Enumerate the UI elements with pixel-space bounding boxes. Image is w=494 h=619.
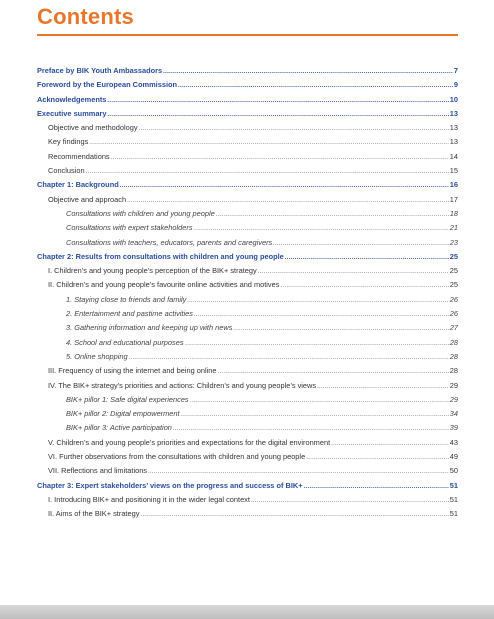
toc-entry-title: 4. School and educational purposes <box>66 337 184 347</box>
toc-entry-page: 14 <box>449 151 458 161</box>
toc-entry-title: BIK+ pillor 1: Safe digital experiences <box>66 394 189 404</box>
toc-entry[interactable] <box>37 450 458 464</box>
toc-entry[interactable] <box>37 107 458 121</box>
dot-leader <box>280 278 448 293</box>
dot-leader <box>139 121 449 136</box>
toc-entry-page: 43 <box>449 437 458 447</box>
toc-entry-page: 25 <box>449 251 458 261</box>
toc-entry-page: 10 <box>449 94 458 104</box>
dot-leader <box>107 107 448 122</box>
toc-entry-title: III. Frequency of using the internet and being online <box>48 366 217 376</box>
toc-entry[interactable] <box>37 178 458 192</box>
toc-entry-page: 51 <box>449 494 458 504</box>
dot-leader <box>107 93 448 108</box>
toc-entry-title: Key findings <box>48 137 89 147</box>
toc-entry-title: Consultations with expert stakeholders <box>66 223 193 233</box>
toc-entry-title: 1. Staying close to friends and family <box>66 294 187 304</box>
dot-leader <box>187 293 448 308</box>
toc-entry-title: II. Aims of the BIK+ strategy <box>48 509 140 519</box>
toc-entry-page: 29 <box>449 380 458 390</box>
toc-entry-title: 3. Gathering information and keeping up with news <box>66 323 233 333</box>
toc-entry-page: 25 <box>449 280 458 290</box>
toc-entry-page: 28 <box>449 351 458 361</box>
title-divider <box>37 34 458 36</box>
dot-leader <box>190 393 449 408</box>
toc-entry-page: 39 <box>449 423 458 433</box>
toc-entry[interactable] <box>37 407 458 421</box>
toc-entry-page: 25 <box>449 266 458 276</box>
toc-entry-page: 15 <box>449 166 458 176</box>
toc-entry-page: 27 <box>449 323 458 333</box>
toc-entry-page: 49 <box>449 452 458 462</box>
toc-entry[interactable] <box>37 336 458 350</box>
toc-entry[interactable] <box>37 236 458 250</box>
toc-entry[interactable] <box>37 164 458 178</box>
toc-entry[interactable] <box>37 93 458 107</box>
dot-leader <box>148 464 449 479</box>
toc-entry-page: 13 <box>449 123 458 133</box>
toc-entry[interactable] <box>37 379 458 393</box>
toc-entry-page: 34 <box>449 409 458 419</box>
toc-entry[interactable] <box>37 150 458 164</box>
dot-leader <box>285 250 449 265</box>
toc-entry-page: 26 <box>449 294 458 304</box>
table-of-contents <box>37 64 458 522</box>
page-gap <box>0 605 494 619</box>
toc-entry-title: Objective and methodology <box>48 123 138 133</box>
dot-leader <box>317 379 449 394</box>
dot-leader <box>306 450 449 465</box>
toc-entry[interactable] <box>37 321 458 335</box>
dot-leader <box>194 307 449 322</box>
toc-entry[interactable] <box>37 121 458 135</box>
dot-leader <box>86 164 449 179</box>
dot-leader <box>331 436 449 451</box>
toc-entry-title: Foreword by the European Commission <box>37 80 178 90</box>
toc-entry[interactable] <box>37 250 458 264</box>
dot-leader <box>129 350 449 365</box>
toc-entry-title: I. Introducing BIK+ and positioning it in the wider legal context <box>48 494 250 504</box>
dot-leader <box>127 193 449 208</box>
dot-leader <box>163 64 453 79</box>
toc-entry-title: Chapter 3: Expert stakeholders’ views on the progress and success of BIK+ <box>37 480 303 490</box>
toc-entry-page: 16 <box>449 180 458 190</box>
dot-leader <box>120 178 449 193</box>
toc-entry[interactable] <box>37 78 458 92</box>
toc-entry-title: Objective and approach <box>48 194 127 204</box>
toc-entry-page: 17 <box>449 194 458 204</box>
toc-entry[interactable] <box>37 464 458 478</box>
toc-entry-page: 50 <box>449 466 458 476</box>
toc-entry-title: Consultations with teachers, educators, parents and caregivers <box>66 237 273 247</box>
toc-entry[interactable] <box>37 278 458 292</box>
toc-entry[interactable] <box>37 393 458 407</box>
dot-leader <box>89 135 449 150</box>
toc-entry[interactable] <box>37 364 458 378</box>
toc-entry-page: 9 <box>453 80 458 90</box>
toc-entry[interactable] <box>37 350 458 364</box>
dot-leader <box>173 421 449 436</box>
toc-entry-page: 51 <box>449 480 458 490</box>
toc-entry-title: IV. The BIK+ strategy’s priorities and actions: Children’s and young people’s views <box>48 380 317 390</box>
dot-leader <box>273 236 449 251</box>
toc-entry-page: 28 <box>449 366 458 376</box>
dot-leader <box>233 321 448 336</box>
toc-entry[interactable] <box>37 193 458 207</box>
toc-entry[interactable] <box>37 293 458 307</box>
toc-entry-title: Conclusion <box>48 166 85 176</box>
dot-leader <box>178 78 453 93</box>
toc-entry-page: 23 <box>449 237 458 247</box>
toc-entry-title: Acknowledgements <box>37 94 107 104</box>
toc-entry[interactable] <box>37 493 458 507</box>
toc-entry-title: BIK+ pillor 2: Digital empowerment <box>66 409 180 419</box>
dot-leader <box>181 407 449 422</box>
toc-entry[interactable] <box>37 479 458 493</box>
toc-entry-title: VI. Further observations from the consultations with children and young people <box>48 452 306 462</box>
toc-entry-page: 26 <box>449 309 458 319</box>
dot-leader <box>217 364 448 379</box>
toc-entry-title: I. Children’s and young people’s perception of the BIK+ strategy <box>48 266 257 276</box>
dot-leader <box>140 507 448 522</box>
toc-entry[interactable] <box>37 221 458 235</box>
dot-leader <box>194 221 449 236</box>
toc-entry-title: Executive summary <box>37 108 107 118</box>
toc-entry-title: 5. Online shopping <box>66 351 128 361</box>
toc-entry-page: 7 <box>453 66 458 75</box>
toc-entry[interactable] <box>37 507 458 521</box>
toc-entry-page: 28 <box>449 337 458 347</box>
toc-entry-page: 29 <box>449 394 458 404</box>
dot-leader <box>185 336 449 351</box>
toc-entry-title: II. Children’s and young people’s favourite online activities and motives <box>48 280 280 290</box>
toc-entry[interactable] <box>37 307 458 321</box>
toc-entry-title: Preface by BIK Youth Ambassadors <box>37 66 163 75</box>
toc-entry-title: Chapter 2: Results from consultations with children and young people <box>37 251 284 261</box>
toc-entry[interactable] <box>37 64 458 78</box>
toc-entry-title: Chapter 1: Background <box>37 180 119 190</box>
toc-entry[interactable] <box>37 421 458 435</box>
toc-entry-page: 18 <box>449 208 458 218</box>
dot-leader <box>111 150 449 165</box>
dot-leader <box>258 264 449 279</box>
toc-entry[interactable] <box>37 207 458 221</box>
toc-entry-page: 21 <box>449 223 458 233</box>
toc-entry-title: Recommendations <box>48 151 110 161</box>
toc-entry-page: 51 <box>449 509 458 519</box>
toc-entry-title: V. Children’s and young people’s priorities and expectations for the digital environment <box>48 437 331 447</box>
toc-entry-title: BIK+ pillor 3: Active participation <box>66 423 172 433</box>
toc-entry[interactable] <box>37 135 458 149</box>
page-title: Contents <box>37 4 134 29</box>
toc-entry[interactable] <box>37 264 458 278</box>
toc-entry-title: VII. Reflections and limitations <box>48 466 147 476</box>
toc-entry-title: Consultations with children and young people <box>66 208 215 218</box>
toc-entry-page: 13 <box>449 108 458 118</box>
toc-entry-title: 2. Entertainment and pastime activities <box>66 309 193 319</box>
dot-leader <box>304 479 449 494</box>
toc-entry-page: 13 <box>449 137 458 147</box>
dot-leader <box>216 207 449 222</box>
dot-leader <box>251 493 449 508</box>
toc-entry[interactable] <box>37 436 458 450</box>
